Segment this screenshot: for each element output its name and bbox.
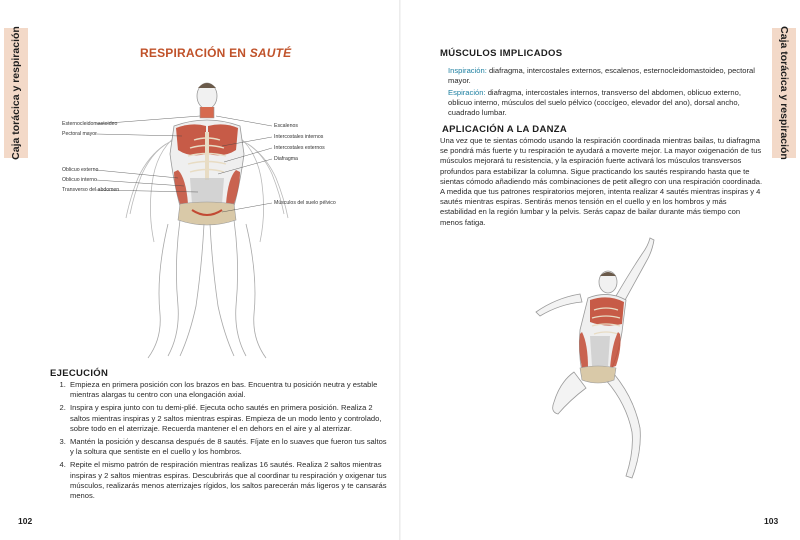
label-esternocleidomastoideo: Esternocleidomastoideo bbox=[62, 121, 118, 127]
execution-step: 1. Empieza en primera posición con los brazos en bas. Encuentra tu posición neutra y estable mientras alargas tu centro con una elongación axial. bbox=[68, 380, 388, 400]
anatomy-figure-front bbox=[56, 74, 376, 364]
label-escalenos: Escalenos bbox=[274, 123, 298, 129]
right-page bbox=[400, 0, 800, 540]
anatomy-figure-jump bbox=[530, 232, 790, 492]
inspiration-key: Inspiración: bbox=[448, 66, 487, 75]
page-number-right: 103 bbox=[764, 516, 779, 526]
anatomy-figure-jump-illustration bbox=[530, 232, 790, 492]
exercise-title-italic: SAUTÉ bbox=[249, 46, 292, 60]
execution-steps bbox=[48, 380, 388, 504]
anatomy-figure-front-illustration bbox=[56, 74, 376, 364]
page-number-left: 102 bbox=[18, 516, 33, 526]
dance-application-text: Una vez que te sientas cómodo usando la respiración coordinada mientras bailas, tu diafragma se pondrá más fuerte y tu respiración te ayudará a moverte mejor. La mayor oxigenación de tus músculos mejorará tu resistencia, y la espiración fuerte activará los músculos transversos profundos para estabilizar la columna. Sigue practicando los sautés respirando hasta que te sientas cómodo añadiendo más combinaciones de petit allegro con una respiración coordinada. A medida que tus patrones respiratorios mejoren, intenta realizar 4 sautés mientras inspiras y 4 sautés mientras espiras. Sentirás menos tensión en el cuello y en los hombros y más estabilidad en la región lumbar y la pelvis. Serás capaz de bailar durante más tiempo con menos fatiga. bbox=[440, 136, 763, 227]
label-intercostales-externos: Intercostales externos bbox=[274, 145, 325, 151]
expiration-muscles bbox=[448, 88, 764, 119]
expiration-key: Espiración: bbox=[448, 88, 486, 97]
label-oblicuo-interno: Oblicuo interno bbox=[62, 177, 97, 183]
label-oblicuo-externo: Oblicuo externo bbox=[62, 167, 99, 173]
expiration-text: diafragma, intercostales internos, transverso del abdomen, oblicuo externo, oblicuo interno, músculos del suelo pélvico (coccígeo, elevador del ano), dorsal ancho, cuadrado lumbar. bbox=[448, 88, 741, 118]
execution-step: 4. Repite el mismo patrón de respiración mientras realizas 16 sautés. Realiza 2 saltos mientras inspiras y 2 saltos mientras espiras. Descubrirás que al coordinar tu respiración y oxigenar tus músculos, realizarás menos aterrizajes rígidos, los saltos parecerán más ligeros y te cansarás menos. bbox=[68, 460, 388, 501]
label-suelo-pelvico: Músculos del suelo pélvico bbox=[274, 200, 336, 206]
label-pectoral-mayor: Pectoral mayor bbox=[62, 131, 97, 137]
exercise-title-prefix: RESPIRACIÓN EN bbox=[140, 46, 250, 60]
label-intercostales-internos: Intercostales internos bbox=[274, 134, 324, 140]
execution-step: 3. Mantén la posición y descansa después de 8 sautés. Fíjate en lo suaves que fueron tus saltos y la soltura que sentiste en el cuello y los hombros. bbox=[68, 437, 388, 457]
chapter-side-tab-right bbox=[772, 28, 796, 158]
exercise-title bbox=[140, 46, 291, 60]
label-diafragma: Diafragma bbox=[274, 156, 298, 162]
label-transverso-abdomen: Transverso del abdomen bbox=[62, 187, 120, 193]
execution-step: 2. Inspira y espira junto con tu demi-plié. Ejecuta ocho sautés en primera posición. Realiza 2 saltos mientras inspiras y 2 saltos mientras espiras. Empieza de un modo lento y controlado, sobre todo en el aterrizaje. Recuerda mantener el en dehors en el aire y al aterrizar. bbox=[68, 403, 388, 434]
chapter-side-tab-label: Caja torácica y respiración bbox=[10, 26, 22, 160]
muscles-heading: MÚSCULOS IMPLICADOS bbox=[440, 48, 563, 59]
inspiration-muscles bbox=[448, 66, 764, 86]
execution-heading: EJECUCIÓN bbox=[50, 368, 109, 379]
chapter-side-tab-right-label: Caja torácica y respiración bbox=[778, 26, 790, 160]
inspiration-text: diafragma, intercostales externos, escalenos, esternocleidomastoideo, pectoral mayor. bbox=[448, 66, 755, 86]
chapter-side-tab bbox=[4, 28, 28, 158]
dance-application-heading: APLICACIÓN A LA DANZA bbox=[442, 124, 568, 135]
